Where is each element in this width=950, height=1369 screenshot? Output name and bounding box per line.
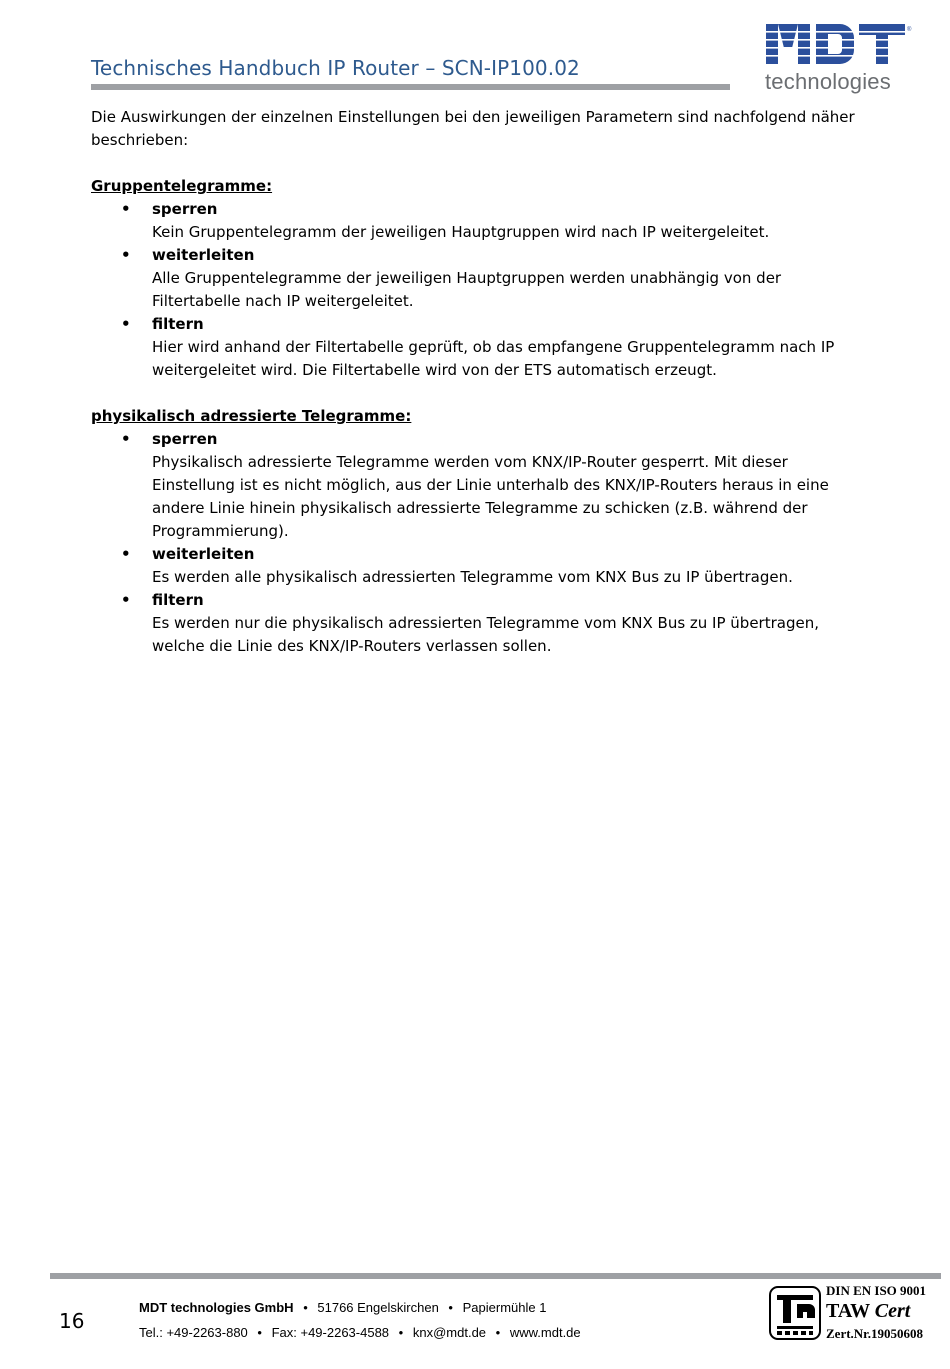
item-title: filtern [152,315,204,333]
bullet-icon: • [121,545,131,563]
item-title: filtern [152,591,204,609]
item-text: Hier wird anhand der Filtertabelle geprüft, ob das empfangene Gruppentelegramm nach IP weitergeleitet wird. Die Filtertabelle wird von der ETS automatisch erzeugt. [152,338,835,379]
list-gruppentelegramme [91,198,871,382]
footer-separator: • [303,1300,308,1315]
bullet-icon: • [121,246,131,264]
footer-address [139,1300,546,1315]
section-title-physikalisch: physikalisch adressierte Telegramme: [91,407,412,425]
footer-web: www.mdt.de [509,1325,581,1340]
bullet-icon: • [121,315,131,333]
footer-separator: • [495,1325,501,1340]
section-title-gruppentelegramme: Gruppentelegramme: [91,177,273,195]
iso-certificate-badge [769,1283,939,1343]
intro-paragraph: Die Auswirkungen der einzelnen Einstellungen bei den jeweiligen Parametern sind nachfolgend näher beschrieben: [91,108,855,149]
footer-company: MDT technologies GmbH [139,1300,294,1315]
footer-fax: Fax: +49-2263-4588 [271,1325,390,1340]
list-physikalisch [91,428,871,658]
item-title: sperren [152,200,218,218]
footer-divider [50,1273,941,1279]
item-text: Kein Gruppentelegramm der jeweiligen Hauptgruppen wird nach IP weitergeleitet. [152,223,770,241]
footer-street: Papiermühle 1 [462,1300,547,1315]
bullet-icon: • [121,591,131,609]
taw-cert-logo-icon [769,1286,821,1340]
item-text: Physikalisch adressierte Telegramme werden vom KNX/IP-Router gesperrt. Mit dieser Einstellung ist es nicht möglich, aus der Linie unterhalb des KNX/IP-Routers heraus in eine andere Linie hinein physikalisch adressierte Telegramme zu schicken (z.B. während der Programmierung). [152,453,829,540]
footer-separator: • [257,1325,262,1340]
document-title: Technisches Handbuch IP Router – SCN-IP100.02 [91,56,580,80]
item-title: sperren [152,430,218,448]
footer-separator: • [398,1325,404,1340]
list-item [91,428,871,543]
footer-email: knx@mdt.de [412,1325,487,1340]
cert-standard: DIN EN ISO 9001 [826,1283,927,1298]
document-body [91,106,871,681]
logo-subtext: technologies [765,69,891,94]
list-item [91,589,871,658]
page-number: 16 [59,1309,85,1333]
list-item [91,543,871,589]
svg-text:®: ® [907,27,912,33]
list-item [91,244,871,313]
footer-tel: Tel.: +49-2263-880 [139,1325,248,1340]
footer-city: 51766 Engelskirchen [317,1300,439,1315]
cert-issuer-taw: TAW [826,1300,870,1322]
item-text: Es werden nur die physikalisch adressierten Telegramme vom KNX Bus zu IP übertragen, welche die Linie des KNX/IP-Routers verlassen sollen. [152,614,819,655]
list-item [91,313,871,382]
cert-issuer-cert: Cert [874,1300,911,1322]
footer-separator: • [448,1300,453,1315]
item-text: Es werden alle physikalisch adressierten Telegramme vom KNX Bus zu IP übertragen. [152,568,793,586]
list-item [91,198,871,244]
bullet-icon: • [121,430,131,448]
header-divider [91,84,730,90]
item-title: weiterleiten [152,246,255,264]
cert-issuer [826,1300,910,1323]
bullet-icon: • [121,200,131,218]
cert-number: Zert.Nr.19050608 [826,1326,924,1341]
item-title: weiterleiten [152,545,255,563]
footer-contact [139,1325,581,1340]
mdt-logo [764,22,914,96]
item-text: Alle Gruppentelegramme der jeweiligen Hauptgruppen werden unabhängig von der Filtertabelle nach IP weitergeleitet. [152,269,782,310]
mdt-logo-mark-icon [764,22,914,68]
